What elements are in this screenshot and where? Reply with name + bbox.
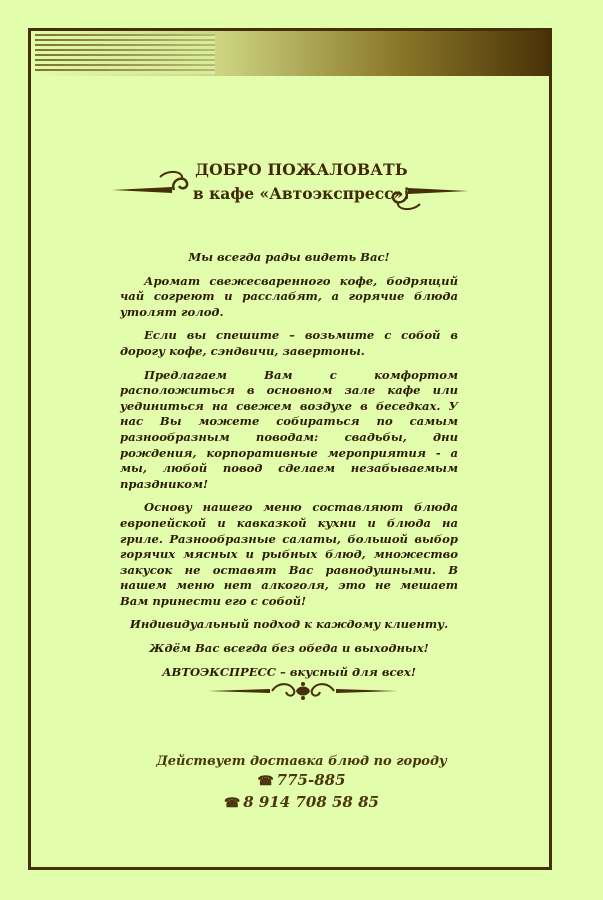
top-decor-bar (31, 31, 549, 76)
divider-ornament (208, 680, 398, 702)
delivery-text: Действует доставка блюд по городу (156, 754, 447, 769)
closing-individual: Индивидуальный подход к каждому клиенту. (129, 617, 449, 632)
phone-line-2 (0, 792, 603, 814)
welcome-subtitle: в кафе «Автоэкспресс»! (192, 184, 411, 203)
stripes-fade (35, 34, 215, 74)
phone-number-2: 8 914 708 58 85 (243, 793, 379, 811)
phone-icon: ☎ (224, 796, 241, 811)
welcome-title: ДОБРО ПОЖАЛОВАТЬ (195, 160, 408, 179)
phone-number-1: 775-885 (276, 771, 346, 789)
closing-slogan: АВТОЭКСПРЕСС – вкусный для всех! (162, 664, 416, 679)
greeting: Мы всегда рады видеть Вас! (188, 250, 390, 264)
paragraph-events: Предлагаем Вам с комфортом расположиться в основном зале кафе или уединиться на свежем воздухе в беседках. У нас Вы можете собираться по самым разнообразным поводам: свадьбы, дни рождения, корпоративные мероприятия - а мы, любой повод сделаем незабываемым праздником! (120, 367, 458, 491)
body-text (120, 250, 458, 688)
paragraph-takeaway: Если вы спешите – возьмите с собой в дорогу кофе, сэндвичи, завертоны. (120, 328, 458, 358)
paragraph-aroma: Аромат свежесваренного кофе, бодрящий чай согреют и расслабят, а горячие блюда утолят голод. (120, 273, 458, 319)
phone-icon: ☎ (257, 774, 274, 789)
footer-contacts (0, 753, 603, 814)
closing-hours: Ждём Вас всегда без обеда и выходных! (149, 641, 429, 656)
phone-line-1 (0, 770, 603, 792)
paragraph-menu: Основу нашего меню составляют блюда европейской и кавказкой кухни и блюда на гриле. Разнообразные салаты, большой выбор горячих мясных и рыбных блюд, множество закусок не оставят Вас равнодушными. В нашем меню нет алкоголя, это не мешает Вам принести его с собой! (120, 500, 458, 608)
welcome-header (0, 160, 603, 204)
